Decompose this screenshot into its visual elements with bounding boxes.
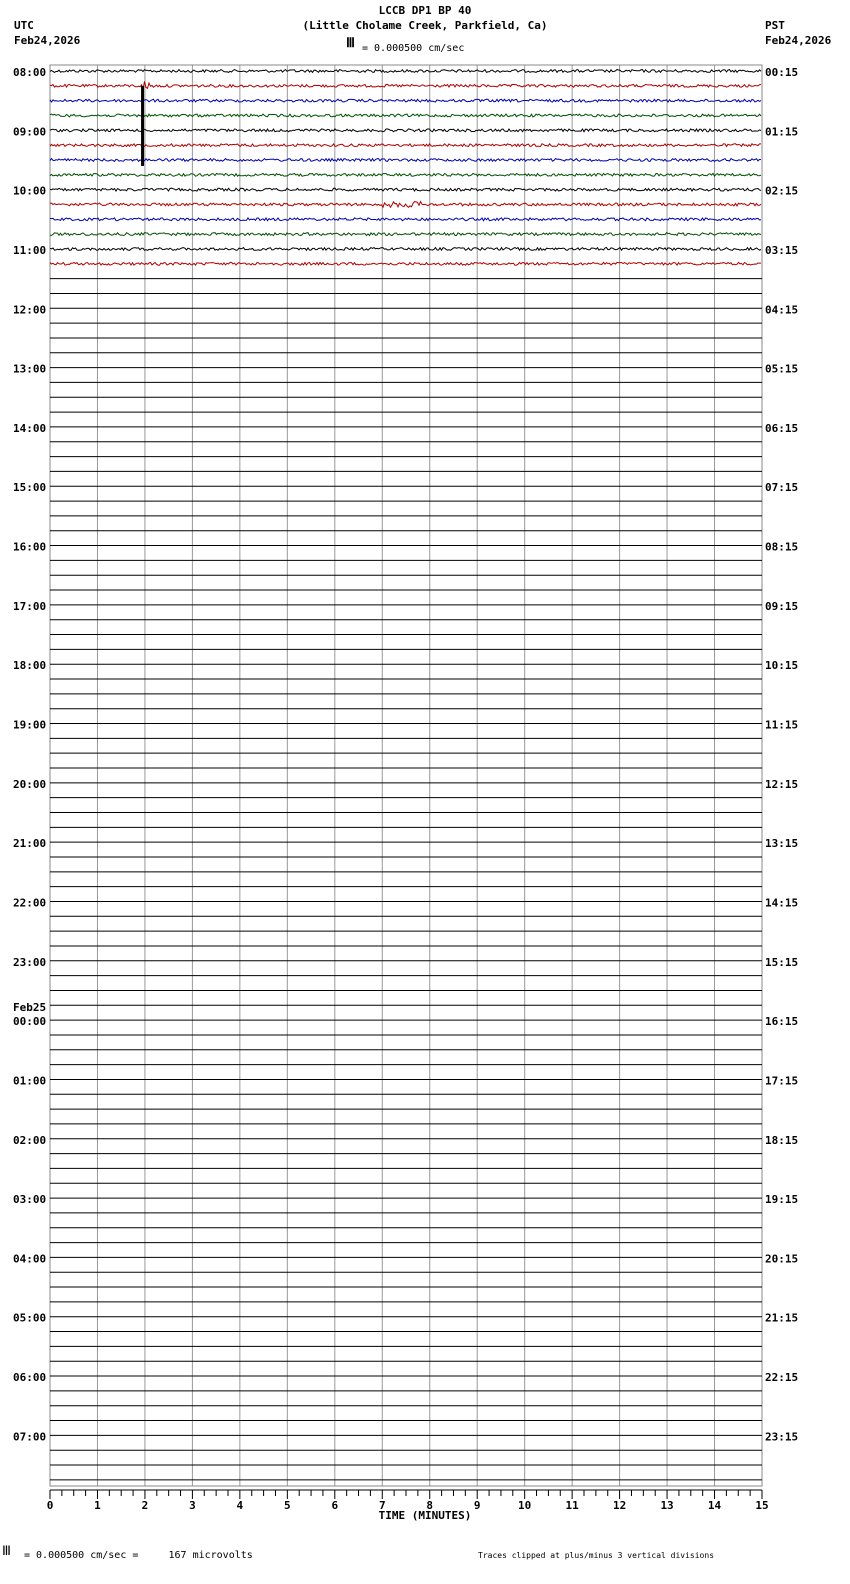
left-date: Feb24,2026 <box>14 34 81 47</box>
x-tick-label: 11 <box>565 1499 579 1512</box>
left-hour-label: 14:00 <box>13 421 47 435</box>
right-hour-label: 20:15 <box>765 1252 799 1266</box>
left-hour-label: 00:00 <box>13 1015 47 1029</box>
left-hour-label: 19:00 <box>13 718 47 732</box>
x-tick-label: 9 <box>473 1499 481 1512</box>
right-hour-label: 14:15 <box>765 896 799 910</box>
left-hour-label: 18:00 <box>13 659 47 673</box>
trace-row <box>50 144 761 147</box>
right-hour-label: 16:15 <box>765 1015 799 1029</box>
footer-clip-note: Traces clipped at plus/minus 3 vertical divisions <box>478 1551 715 1560</box>
chart-title: LCCB DP1 BP 40 <box>378 4 472 17</box>
left-hour-label: 23:00 <box>13 955 47 969</box>
x-tick-label: 8 <box>426 1499 434 1512</box>
left-hour-label: 05:00 <box>13 1311 47 1325</box>
x-tick-label: 0 <box>46 1499 54 1512</box>
right-hour-label: 21:15 <box>765 1311 799 1325</box>
x-tick-label: 2 <box>141 1499 149 1512</box>
left-hour-label: 15:00 <box>13 481 47 495</box>
right-hour-label: 13:15 <box>765 837 799 851</box>
left-hour-label: 03:00 <box>13 1193 47 1207</box>
right-hour-label: 19:15 <box>765 1193 799 1207</box>
left-hour-label: 10:00 <box>13 184 47 198</box>
left-hour-label: 22:00 <box>13 896 47 910</box>
right-hour-label: 12:15 <box>765 777 799 791</box>
left-hour-label: 11:00 <box>13 243 47 257</box>
trace-row <box>50 262 761 265</box>
right-hour-label: 10:15 <box>765 659 799 673</box>
scale-label: = 0.000500 cm/sec <box>362 43 465 54</box>
footer-scale-note: = 0.000500 cm/sec = 167 microvolts <box>24 1550 253 1561</box>
x-tick-label: 7 <box>378 1499 386 1512</box>
right-hour-label: 07:15 <box>765 481 799 495</box>
x-axis-label: TIME (MINUTES) <box>378 1509 472 1522</box>
right-hour-label: 04:15 <box>765 303 799 317</box>
right-hour-label: 01:15 <box>765 125 799 139</box>
left-hour-label: 01:00 <box>13 1074 47 1088</box>
x-tick-label: 4 <box>236 1499 244 1512</box>
trace-row <box>50 70 761 73</box>
left-hour-label: 17:00 <box>13 599 47 613</box>
trace-row <box>50 233 761 236</box>
right-hour-label: 23:15 <box>765 1430 799 1444</box>
left-hour-label: 06:00 <box>13 1371 47 1385</box>
right-hour-label: 22:15 <box>765 1371 799 1385</box>
left-hour-label: 09:00 <box>13 125 47 139</box>
footer-scale-icon: Ⅲ <box>2 1544 11 1559</box>
trace-row <box>50 173 761 176</box>
left-timezone: UTC <box>14 19 34 32</box>
x-tick-label: 6 <box>331 1499 339 1512</box>
x-tick-label: 10 <box>518 1499 532 1512</box>
date-change-label: Feb25 <box>13 1001 47 1015</box>
trace-row <box>50 129 761 132</box>
trace-row <box>50 114 761 117</box>
left-hour-label: 13:00 <box>13 362 47 376</box>
x-tick-label: 5 <box>284 1499 291 1512</box>
right-hour-label: 02:15 <box>765 184 799 198</box>
right-hour-label: 08:15 <box>765 540 799 554</box>
left-hour-label: 21:00 <box>13 837 47 851</box>
chart-subtitle: (Little Cholame Creek, Parkfield, Ca) <box>302 19 548 32</box>
right-hour-label: 05:15 <box>765 362 799 376</box>
x-tick-label: 1 <box>94 1499 101 1512</box>
trace-row <box>50 218 761 221</box>
x-tick-label: 14 <box>707 1499 722 1512</box>
trace-row <box>50 159 761 162</box>
trace-row <box>50 248 761 251</box>
left-hour-label: 08:00 <box>13 66 47 79</box>
trace-row <box>50 202 761 208</box>
trace-row <box>50 188 761 191</box>
left-hour-label: 20:00 <box>13 777 47 791</box>
x-tick-label: 12 <box>612 1499 627 1512</box>
right-date: Feb24,2026 <box>765 34 832 47</box>
right-hour-label: 09:15 <box>765 599 799 613</box>
left-hour-label: 12:00 <box>13 303 47 317</box>
x-tick-label: 3 <box>189 1499 196 1512</box>
trace-row <box>50 99 761 102</box>
right-timezone: PST <box>765 19 785 32</box>
x-tick-label: 15 <box>755 1499 769 1512</box>
right-hour-label: 03:15 <box>765 243 799 257</box>
left-hour-label: 04:00 <box>13 1252 47 1266</box>
right-hour-label: 06:15 <box>765 421 799 435</box>
left-hour-label: 16:00 <box>13 540 47 554</box>
left-hour-label: 07:00 <box>13 1430 47 1444</box>
right-hour-label: 17:15 <box>765 1074 799 1088</box>
scale-bar-icon: Ⅲ <box>346 36 355 51</box>
right-hour-label: 15:15 <box>765 955 799 969</box>
left-hour-label: 02:00 <box>13 1133 47 1147</box>
right-hour-label: 18:15 <box>765 1133 799 1147</box>
right-hour-label: 11:15 <box>765 718 799 732</box>
trace-row <box>50 81 761 89</box>
right-hour-label: 00:15 <box>765 66 799 79</box>
x-tick-label: 13 <box>660 1499 674 1512</box>
